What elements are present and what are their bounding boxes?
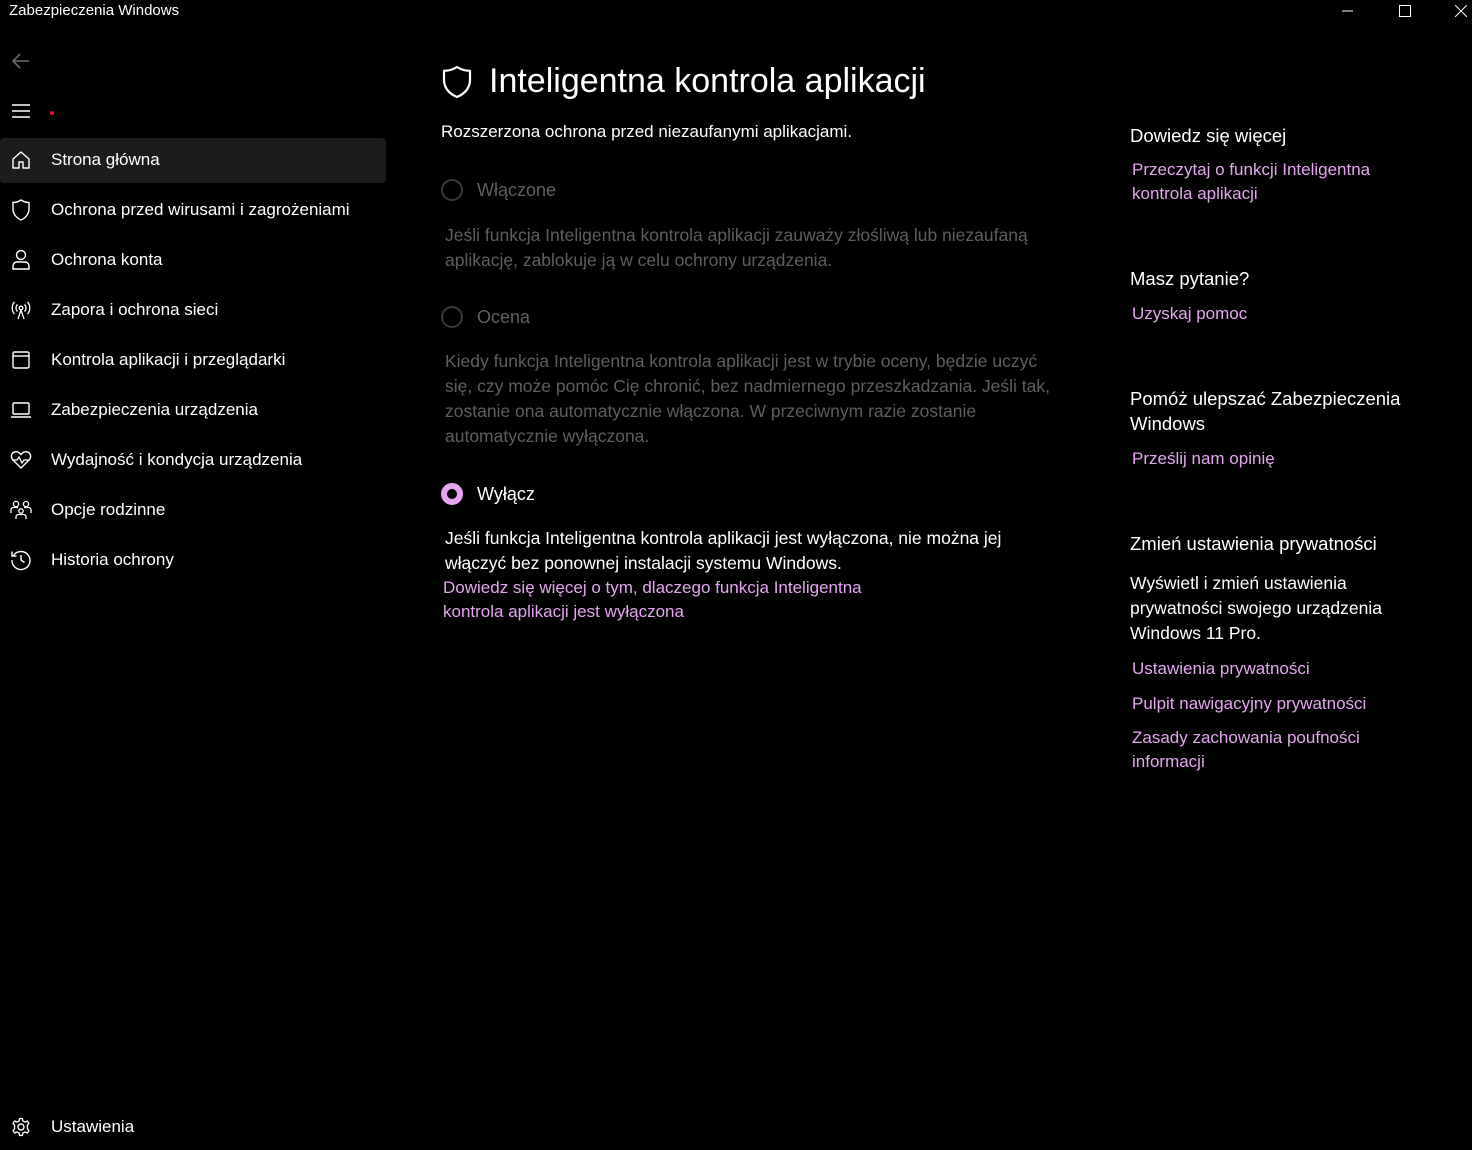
minimize-icon — [1342, 5, 1354, 17]
shield-icon — [10, 199, 32, 221]
close-button[interactable] — [1438, 0, 1472, 22]
radio-selected-icon — [441, 483, 463, 505]
page-subtitle: Rozszerzona ochrona przed niezaufanymi aplikacjami. — [441, 122, 853, 141]
sidebar-item-label: Zapora i ochrona sieci — [51, 300, 219, 319]
option-evaluation-radio[interactable] — [441, 303, 530, 331]
get-help-link[interactable]: Uzyskaj pomoc — [1132, 304, 1248, 323]
sidebar-item-app-browser-control[interactable] — [0, 338, 386, 383]
hamburger-menu-button[interactable] — [8, 98, 34, 124]
aside-improve-heading: Pomóż ulepszać Zabezpieczenia Windows — [1130, 388, 1401, 434]
sidebar-item-device-security[interactable] — [0, 388, 386, 433]
option-evaluation-label: Ocena — [477, 306, 531, 327]
maximize-button[interactable] — [1382, 0, 1428, 22]
settings-label: Ustawienia — [51, 1117, 135, 1136]
sidebar-item-device-performance[interactable] — [0, 438, 386, 483]
home-icon — [10, 149, 32, 171]
aside-learn-more-heading: Dowiedz się więcej — [1130, 125, 1287, 146]
sidebar-item-label: Ochrona przed wirusami i zagrożeniami — [51, 200, 350, 219]
back-button[interactable] — [8, 48, 34, 74]
sidebar-item-protection-history[interactable] — [0, 538, 386, 583]
option-off-description: Jeśli funkcja Inteligentna kontrola aplikacji jest wyłączona, nie można jej włączyć bez ponownej instalacji systemu Windows. — [445, 528, 1002, 573]
sidebar-item-label: Opcje rodzinne — [51, 500, 166, 519]
sidebar-item-label: Strona główna — [51, 150, 160, 169]
sidebar-item-virus-protection[interactable] — [0, 188, 386, 233]
sidebar-item-label: Kontrola aplikacji i przeglądarki — [51, 350, 286, 369]
gear-icon — [10, 1116, 32, 1138]
sidebar-item-home[interactable] — [0, 138, 386, 183]
option-off-label: Wyłącz — [477, 483, 535, 504]
read-about-smart-app-control-link[interactable]: Przeczytaj o funkcji Inteligentna kontrola aplikacji — [1132, 160, 1371, 203]
option-enabled-description: Jeśli funkcja Inteligentna kontrola aplikacji zauważy złośliwą lub niezaufaną aplikację, zablokuje ją w celu ochrony urządzenia. — [445, 225, 1028, 270]
sidebar-item-firewall[interactable] — [0, 288, 386, 333]
sidebar-item-label: Historia ochrony — [51, 550, 174, 569]
back-arrow-icon — [12, 53, 30, 69]
sidebar-item-settings[interactable] — [0, 1105, 386, 1150]
antenna-icon — [10, 299, 32, 321]
family-icon — [10, 499, 32, 521]
laptop-icon — [10, 399, 32, 421]
aside-privacy-text: Wyświetl i zmień ustawienia prywatności swojego urządzenia Windows 11 Pro. — [1130, 573, 1382, 643]
sidebar-item-family-options[interactable] — [0, 488, 386, 533]
close-icon — [1455, 5, 1467, 17]
minimize-button[interactable] — [1325, 0, 1371, 22]
option-evaluation-description: Kiedy funkcja Inteligentna kontrola aplikacji jest w trybie oceny, będzie uczyć się, czy może pomóc Cię chronić, bez nadmiernego przeszkadzania. Jeśli tak, zostanie ona automatycznie włączona. W przeciwnym razie zostanie automatycznie wyłączona. — [445, 351, 1050, 446]
option-off-radio[interactable] — [441, 480, 535, 508]
option-enabled-label: Włączone — [477, 179, 557, 200]
sidebar-item-label: Wydajność i kondycja urządzenia — [51, 450, 303, 469]
shield-icon — [441, 65, 473, 99]
aside-privacy-heading: Zmień ustawienia prywatności — [1130, 533, 1377, 554]
heart-pulse-icon — [10, 449, 32, 471]
send-feedback-link[interactable]: Prześlij nam opinię — [1132, 449, 1275, 468]
learn-why-disabled-link[interactable]: Dowiedz się więcej o tym, dlaczego funkcja Inteligentna kontrola aplikacji jest wyłączona — [443, 578, 862, 621]
hamburger-icon — [11, 103, 31, 119]
maximize-icon — [1399, 5, 1411, 17]
privacy-dashboard-link[interactable]: Pulpit nawigacyjny prywatności — [1132, 694, 1367, 713]
privacy-settings-link[interactable]: Ustawienia prywatności — [1132, 659, 1310, 678]
app-window-icon — [10, 349, 32, 371]
history-icon — [10, 549, 32, 571]
page-title: Inteligentna kontrola aplikacji — [489, 62, 926, 100]
radio-unselected-icon — [441, 306, 463, 328]
title-bar — [0, 0, 1472, 30]
option-enabled-radio[interactable] — [441, 176, 556, 204]
sidebar-item-label: Ochrona konta — [51, 250, 163, 269]
sidebar-item-account-protection[interactable] — [0, 238, 386, 283]
app-title: Zabezpieczenia Windows — [9, 2, 180, 19]
person-icon — [10, 249, 32, 271]
privacy-statement-link[interactable]: Zasady zachowania poufności informacji — [1132, 728, 1360, 771]
aside-question-heading: Masz pytanie? — [1130, 268, 1250, 289]
sidebar-item-label: Zabezpieczenia urządzenia — [51, 400, 258, 419]
radio-unselected-icon — [441, 179, 463, 201]
notification-dot — [50, 111, 54, 115]
sidebar-nav — [0, 138, 386, 588]
